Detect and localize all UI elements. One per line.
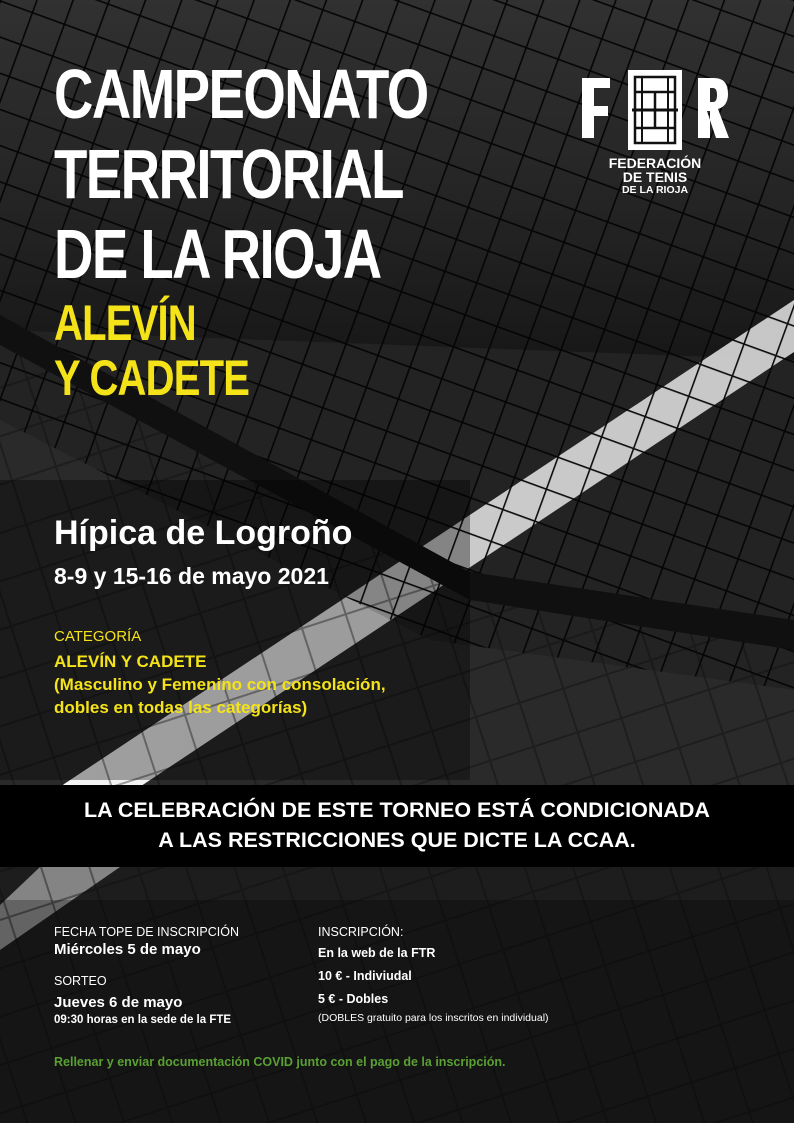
deadline-label: FECHA TOPE DE INSCRIPCIÓN [54, 925, 239, 939]
title-line-3: DE LA RIOJA [54, 215, 381, 293]
banner-line-1: LA CELEBRACIÓN DE ESTE TORNEO ESTÁ CONDICIONADA [84, 798, 710, 822]
title-line-1: CAMPEONATO [54, 55, 428, 133]
poster-subtitle [54, 296, 249, 406]
title-line-2: TERRITORIAL [54, 135, 403, 213]
dates-info-column [54, 925, 239, 1027]
registration-doubles-fee: 5 € - Dobles [318, 992, 389, 1006]
category-value: ALEVÍN Y CADETE [54, 652, 207, 671]
registration-singles-fee: 10 € - Indiviudal [318, 969, 412, 983]
tennis-court-logo-icon [580, 70, 730, 150]
deadline-value: Miércoles 5 de mayo [54, 941, 201, 958]
banner-line-2: A LAS RESTRICCIONES QUE DICTE LA CCAA. [158, 828, 636, 852]
category-block [54, 650, 386, 719]
draw-detail: 09:30 horas en la sede de la FTE [54, 1014, 232, 1026]
category-detail-line-2: dobles en todas las categorías) [54, 698, 308, 717]
registration-label: INSCRIPCIÓN: [318, 925, 404, 939]
draw-label: SORTEO [54, 974, 107, 988]
registration-info-column [318, 925, 549, 1025]
logo-line-1: FEDERACIÓN [608, 155, 702, 171]
covid-note: Rellenar y enviar documentación COVID junto con el pago de la inscripción. [54, 1055, 506, 1069]
category-label: CATEGORÍA [54, 628, 142, 645]
venue: Hípica de Logroño [54, 514, 353, 552]
restrictions-banner [0, 785, 794, 867]
registration-note: (DOBLES gratuito para los inscritos en individual) [318, 1012, 549, 1024]
logo-wordmark [580, 156, 730, 197]
subtitle-line-1: ALEVÍN [54, 295, 196, 351]
draw-value: Jueves 6 de mayo [54, 994, 183, 1011]
logo-line-2: DE TENIS [622, 169, 688, 185]
event-dates: 8-9 y 15-16 de mayo 2021 [54, 563, 329, 589]
logo-line-3: DE LA RIOJA [621, 184, 689, 196]
banner-text [0, 785, 794, 855]
category-detail-line-1: (Masculino y Femenino con consolación, [54, 675, 386, 694]
ftr-logo [580, 52, 730, 202]
poster-title [54, 54, 428, 294]
registration-where: En la web de la FTR [318, 946, 436, 960]
subtitle-line-2: Y CADETE [54, 350, 250, 406]
